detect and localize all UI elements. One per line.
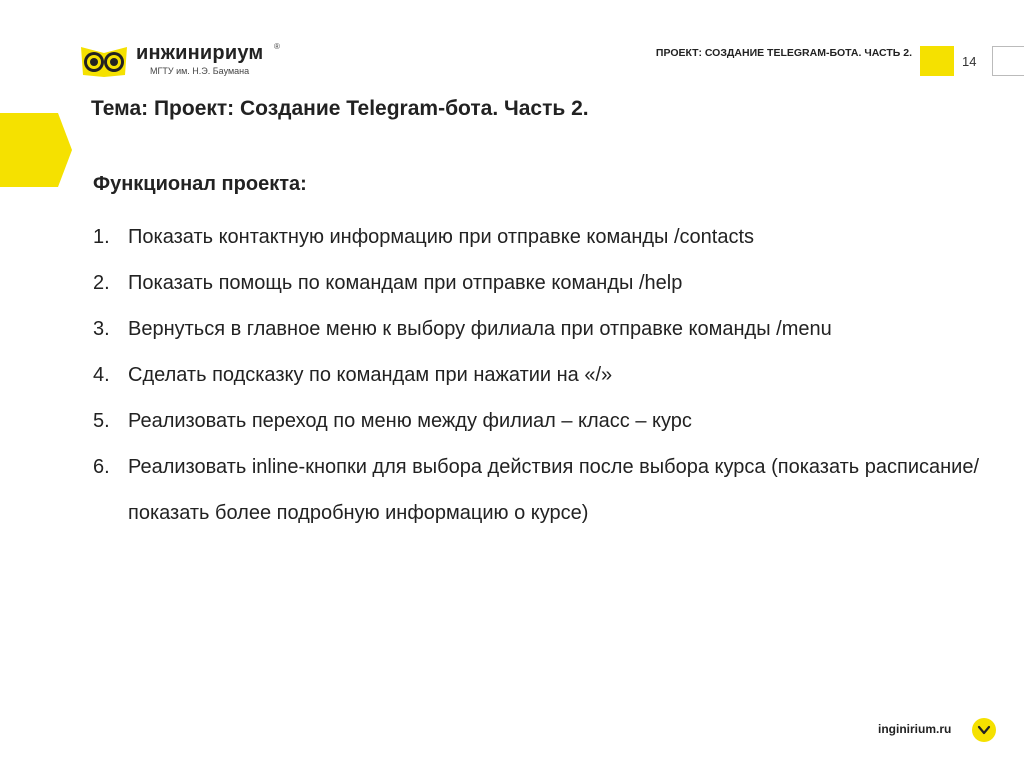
list-item-number: 2.	[93, 272, 110, 294]
list-item	[93, 214, 993, 260]
list-item	[93, 444, 993, 536]
list-item-number: 1.	[93, 226, 110, 248]
chevron-down-icon	[977, 724, 991, 736]
logo-name: инжинириум	[136, 42, 264, 64]
list-item-text: Вернуться в главное меню к выбору филиала при отправке команды /menu	[128, 318, 832, 340]
logo	[78, 40, 308, 80]
logo-subtitle: МГТУ им. Н.Э. Баумана	[150, 66, 250, 76]
footer-site-link[interactable]: inginirium.ru	[878, 722, 952, 736]
list-item	[93, 398, 993, 444]
task-list	[93, 214, 993, 536]
list-item-text: Показать помощь по командам при отправке команды /help	[128, 272, 683, 294]
list-item-number: 4.	[93, 364, 110, 386]
header-corner-outline	[992, 46, 1024, 76]
header-accent-square	[920, 46, 954, 76]
list-item	[93, 352, 993, 398]
header-caption: ПРОЕКТ: СОЗДАНИЕ TELEGRAM-БОТА. ЧАСТЬ 2.	[655, 47, 912, 59]
list-item	[93, 306, 993, 352]
list-item-text: Реализовать переход по меню между филиал – класс – курс	[128, 410, 692, 432]
page-number: 14	[962, 54, 977, 69]
page-title: Тема: Проект: Создание Telegram-бота. Часть 2.	[91, 97, 589, 120]
list-item-text: Реализовать inline-кнопки для выбора действия после выбора курса (показать расписание/показать более подробную информацию о курсе)	[128, 456, 980, 524]
list-item-number: 3.	[93, 318, 110, 340]
footer-scroll-button[interactable]	[972, 718, 996, 742]
logo-registered-mark: ®	[274, 42, 280, 51]
list-item-number: 5.	[93, 410, 110, 432]
section-heading: Функционал проекта:	[93, 173, 307, 195]
owl-logo-icon	[78, 43, 130, 79]
list-item-text: Сделать подсказку по командам при нажатии на «/»	[128, 364, 613, 386]
title-marker-arrow	[0, 113, 72, 187]
list-item	[93, 260, 993, 306]
list-item-number: 6.	[93, 456, 110, 478]
list-item-text: Показать контактную информацию при отправке команды /contacts	[128, 226, 755, 248]
